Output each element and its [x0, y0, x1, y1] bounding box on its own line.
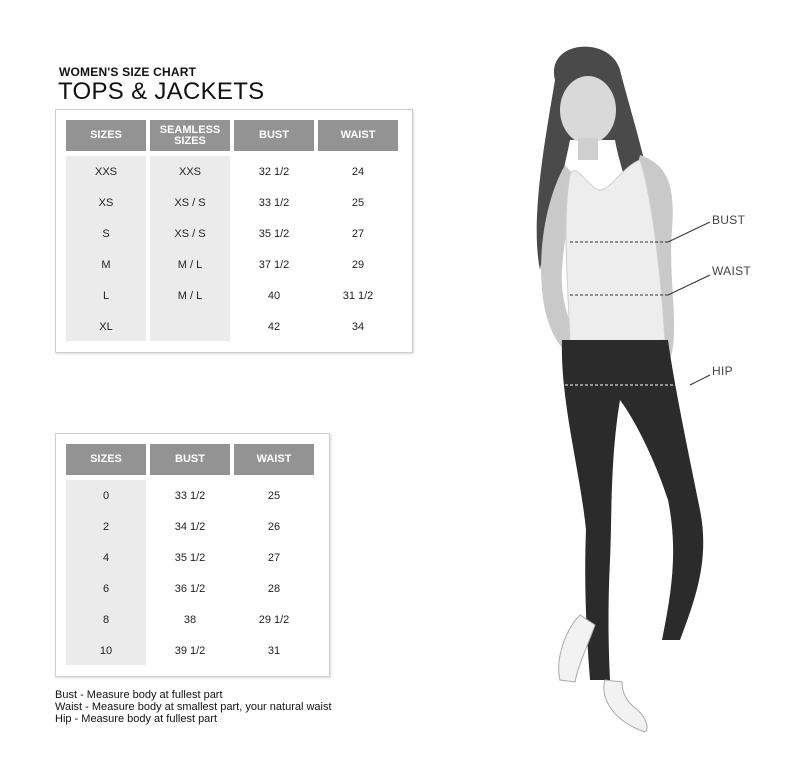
cell-bust: 35 1/2 — [174, 551, 206, 564]
table-row — [66, 573, 314, 604]
cell-size: 0 — [102, 489, 110, 502]
cell-seamless: M / L — [177, 289, 203, 302]
cell-waist: 25 — [267, 489, 281, 502]
cell-size: L — [102, 289, 110, 302]
cell-bust: 42 — [267, 320, 281, 333]
cell-bust: 40 — [267, 289, 281, 302]
cell-seamless: XS / S — [174, 196, 206, 209]
cell-waist: 29 — [351, 258, 365, 271]
cell-size: XXS — [94, 165, 117, 178]
table-row — [66, 635, 314, 666]
header-sizes: SIZES — [66, 444, 146, 475]
cell-waist: 31 — [267, 644, 281, 657]
cell-waist: 25 — [351, 196, 365, 209]
cell-waist: 26 — [267, 520, 281, 533]
table-row — [66, 156, 398, 187]
cell-size: 6 — [102, 582, 110, 595]
cell-size: 8 — [102, 613, 110, 626]
cell-size: XS — [98, 196, 114, 209]
cell-bust: 32 1/2 — [258, 165, 290, 178]
table-row — [66, 480, 314, 511]
cell-bust: 37 1/2 — [258, 258, 290, 271]
chart-subtitle: WOMEN'S SIZE CHART — [59, 65, 197, 79]
cell-bust: 36 1/2 — [174, 582, 206, 595]
cell-size: 4 — [102, 551, 110, 564]
measurement-notes — [55, 689, 332, 725]
table-row — [66, 187, 398, 218]
cell-seamless: XXS — [178, 165, 201, 178]
header-seamless-sizes: SEAMLESS SIZES — [150, 120, 230, 151]
page-title: TOPS & JACKETS — [58, 78, 265, 105]
cell-seamless — [150, 311, 230, 342]
model-illustration — [537, 47, 704, 732]
table-row — [66, 249, 398, 280]
cell-size: 2 — [102, 520, 110, 533]
cell-waist: 27 — [267, 551, 281, 564]
cell-bust: 35 1/2 — [258, 227, 290, 240]
note-waist: Waist - Measure body at smallest part, your natural waist — [55, 701, 332, 713]
cell-bust: 34 1/2 — [174, 520, 206, 533]
cell-waist: 28 — [267, 582, 281, 595]
cell-waist: 29 1/2 — [258, 613, 290, 626]
tops-size-table-card — [55, 109, 413, 353]
table-row — [66, 218, 398, 249]
header-bust: BUST — [150, 444, 230, 475]
cell-bust: 39 1/2 — [174, 644, 206, 657]
cell-waist: 31 1/2 — [342, 289, 374, 302]
cell-waist: 34 — [351, 320, 365, 333]
waist-label: WAIST — [712, 264, 752, 278]
tops-size-table — [66, 120, 398, 342]
table-body — [66, 156, 398, 342]
table-header-row — [66, 120, 398, 151]
table-row — [66, 542, 314, 573]
table-row — [66, 604, 314, 635]
cell-bust: 33 1/2 — [258, 196, 290, 209]
cell-waist: 27 — [351, 227, 365, 240]
table-body — [66, 480, 314, 666]
header-sizes: SIZES — [66, 120, 146, 151]
hip-leader — [690, 375, 710, 385]
hip-label: HIP — [712, 364, 733, 378]
cell-bust: 38 — [183, 613, 197, 626]
header-bust: BUST — [234, 120, 314, 151]
numeric-size-table — [66, 444, 314, 666]
cell-waist: 24 — [351, 165, 365, 178]
model-figure — [500, 40, 780, 740]
table-header-row — [66, 444, 314, 475]
numeric-size-table-card — [55, 433, 330, 677]
note-bust: Bust - Measure body at fullest part — [55, 689, 223, 701]
table-row — [66, 511, 314, 542]
cell-size: M — [101, 258, 111, 271]
waist-leader — [668, 275, 710, 295]
header-waist: WAIST — [318, 120, 398, 151]
cell-seamless: M / L — [177, 258, 203, 271]
bust-leader — [668, 222, 710, 242]
cell-size: XL — [99, 320, 113, 333]
cell-seamless: XS / S — [174, 227, 206, 240]
table-row — [66, 280, 398, 311]
cell-bust: 33 1/2 — [174, 489, 206, 502]
header-waist: WAIST — [234, 444, 314, 475]
bust-label: BUST — [712, 213, 746, 227]
cell-size: 10 — [99, 644, 113, 657]
note-hip: Hip - Measure body at fullest part — [55, 713, 218, 725]
cell-size: S — [102, 227, 110, 240]
table-row — [66, 311, 398, 342]
